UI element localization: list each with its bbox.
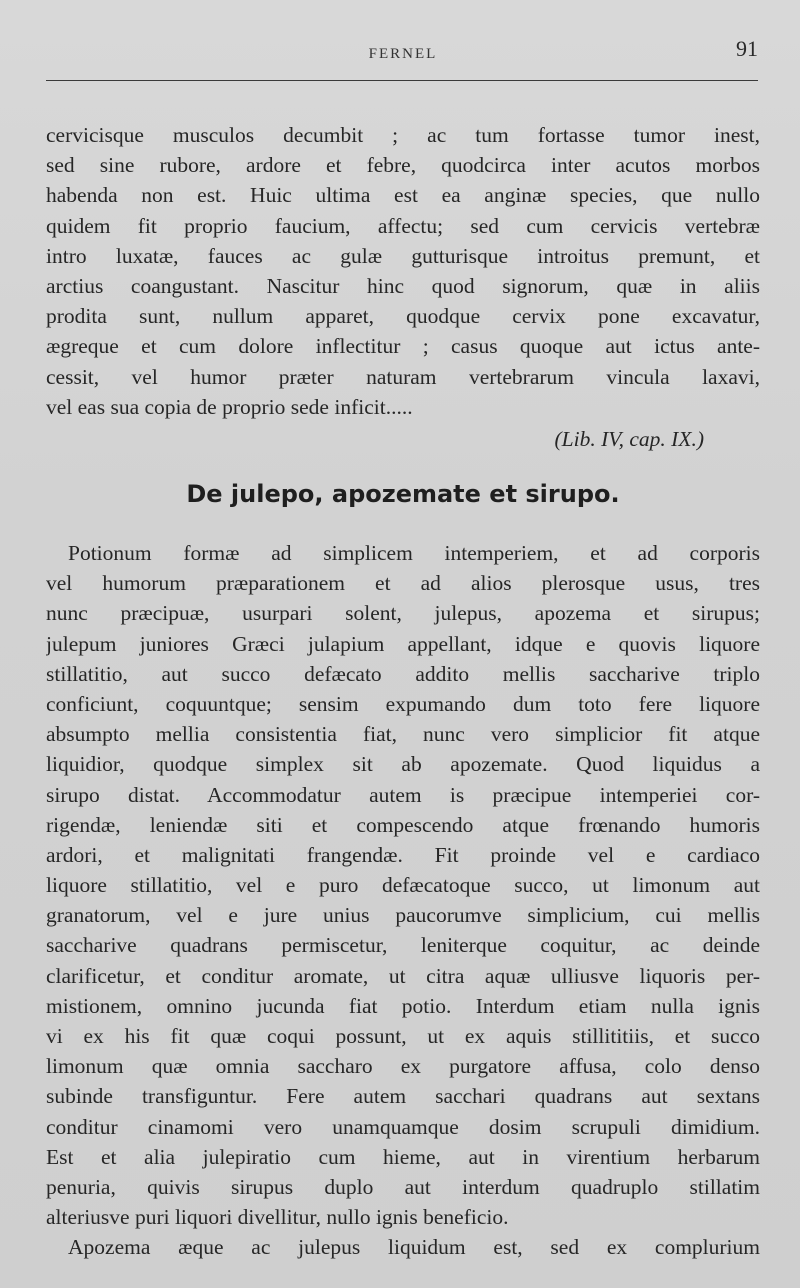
text-line: liquidior, quodque simplex sit ab apozemate. Quod liquidus a	[46, 752, 760, 777]
text-line: cervicisque musculos decumbit ; ac tum fortasse tumor inest,	[46, 123, 760, 147]
text-line: sed sine rubore, ardore et febre, quodcirca inter acutos morbos	[46, 153, 760, 178]
text-line: ardori, et malignitati frangendæ. Fit proinde vel e cardiaco	[46, 842, 760, 867]
text-line: clarificetur, et conditur aromate, ut citra aquæ ulliusve liquoris per-	[46, 963, 760, 988]
text-line: ægreque et cum dolore inflectitur ; casus quoque aut ictus ante-	[46, 334, 760, 359]
text-line: stillatitio, aut succo defæcato addito mellis saccharive triplo	[46, 661, 760, 686]
text-line: mistionem, omnino jucunda fiat potio. Interdum etiam nulla ignis	[46, 993, 760, 1018]
text-line: penuria, quivis sirupus duplo aut interdum quadruplo stillatim	[46, 1174, 760, 1199]
text-line: conditur cinamomi vero unamquamque dosim scrupuli dimidium.	[46, 1114, 760, 1139]
text-line: vel eas sua copia de proprio sede inficit.....	[46, 394, 413, 419]
paragraph-continued	[46, 120, 760, 456]
text-line: saccharive quadrans permiscetur, leniterque coquitur, ac deinde	[46, 933, 760, 958]
text-line: vi ex his fit quæ coqui possunt, ut ex aquis stillititiis, et succo	[46, 1024, 760, 1048]
section-body	[46, 538, 760, 1263]
text-line: quidem fit proprio faucium, affectu; sed cum cervicis vertebræ	[46, 213, 760, 238]
page-header	[46, 36, 760, 80]
text-line: absumpto mellia consistentia fiat, nunc vero simplicior fit atque	[46, 722, 760, 747]
text-line: intro luxatæ, fauces ac gulæ gutturisque introitus premunt, et	[46, 243, 760, 268]
header-rule	[46, 80, 758, 81]
text-line: habenda non est. Huic ultima est ea anginæ species, que nullo	[46, 183, 760, 208]
text-line: conficiunt, coquuntque; sensim expumando dum toto fere liquore	[46, 691, 760, 716]
text-line: Apozema æque ac julepus liquidum est, sed ex complurium	[68, 1235, 760, 1260]
text-line: alteriusve puri liquori divellitur, nullo ignis beneficio.	[46, 1205, 509, 1230]
text-line: nunc præcipuæ, usurpari solent, julepus, apozema et sirupus;	[46, 601, 760, 626]
text-line: prodita sunt, nullum apparet, quodque cervix pone excavatur,	[46, 304, 760, 329]
text-line: granatorum, vel e jure unius paucorumve simplicium, cui mellis	[46, 903, 760, 928]
text-line: vel humorum præparationem et ad alios plerosque usus, tres	[46, 571, 760, 596]
text-line: subinde transfiguntur. Fere autem sacchari quadrans aut sextans	[46, 1084, 760, 1109]
text-line: rigendæ, leniendæ siti et compescendo atque frœnando humoris	[46, 812, 760, 837]
section-heading: De julepo, apozemate et sirupo.	[186, 480, 620, 508]
text-line: liquore stillatitio, vel e puro defæcatoque succo, ut limonum aut	[46, 873, 760, 898]
text-line: julepum juniores Græci julapium appellant, idque e quovis liquore	[46, 631, 760, 656]
text-line: cessit, vel humor præter naturam vertebrarum vincula laxavi,	[46, 364, 760, 389]
running-title: FERNEL	[368, 46, 438, 62]
text-line: Potionum formæ ad simplicem intemperiem, et ad corporis	[68, 541, 760, 565]
text-line: limonum quæ omnia saccharo ex purgatore affusa, colo denso	[46, 1054, 760, 1079]
text-line: sirupo distat. Accommodatur autem is præcipue intemperiei cor-	[46, 782, 760, 807]
page-number: 91	[736, 36, 758, 61]
text-line: arctius coangustant. Nascitur hinc quod signorum, quæ in aliis	[46, 273, 760, 298]
text-line: Est et alia julepiratio cum hieme, aut in virentium herbarum	[46, 1144, 760, 1169]
citation: (Lib. IV, cap. IX.)	[554, 426, 704, 451]
